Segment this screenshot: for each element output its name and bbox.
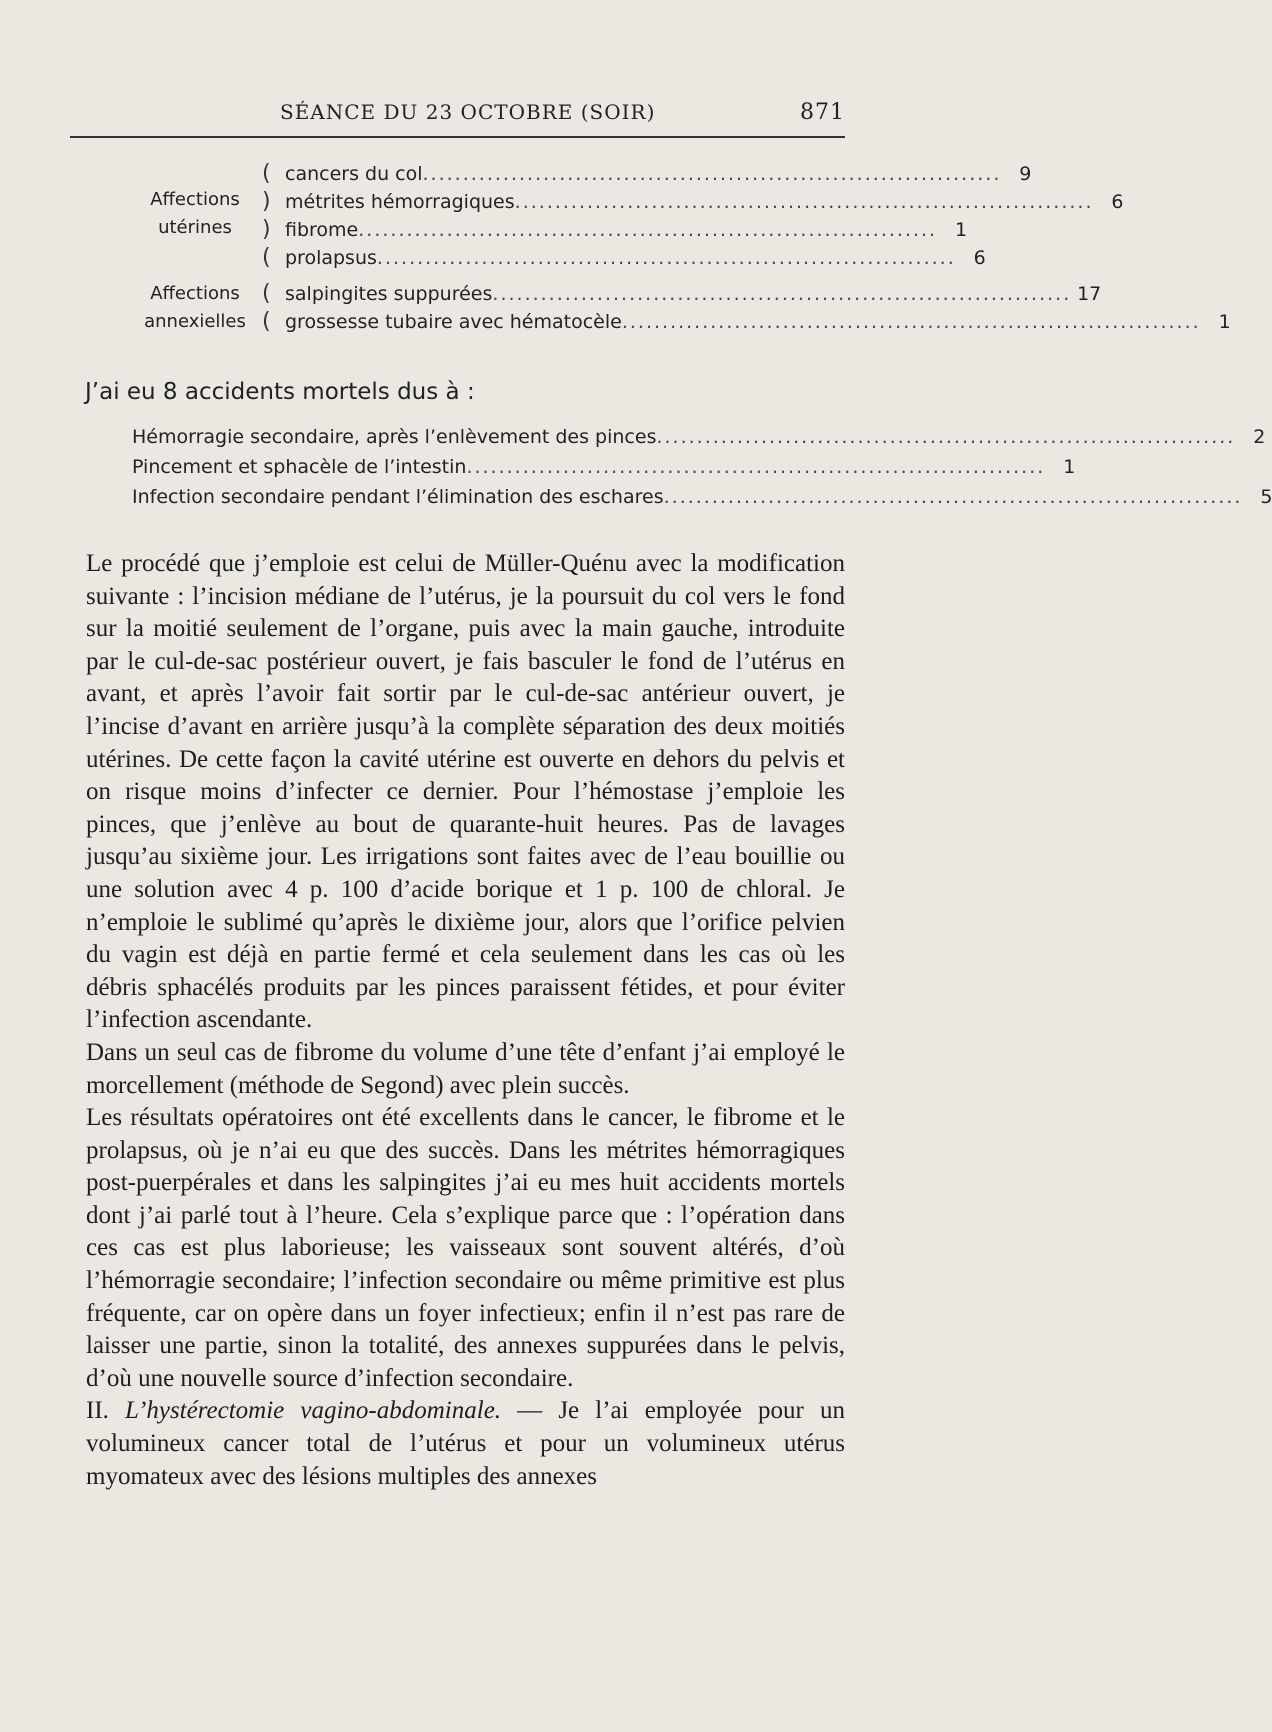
list-item: Infection secondaire pendant l’élimination des eschares ........................................................................ 5 <box>132 486 1272 508</box>
accidents-intro: J’ai eu 8 accidents mortels dus à : <box>85 379 475 405</box>
table-row: métrites hémorragiques ........................................................................ 6 <box>285 191 1124 213</box>
table-row: salpingites suppurées ........................................................................ 17 <box>285 283 1102 305</box>
paragraph-text: — Je l’ai employée pour un volumineux cancer total de l’utérus et pour un volumineux utérus myomateux avec des lésions multiples des annexes <box>86 1397 845 1490</box>
list-item: Hémorragie secondaire, après l’enlèvement des pinces ........................................................................ 2 <box>132 426 1266 448</box>
brace-icon: ( <box>262 309 271 334</box>
header-rule <box>70 136 845 138</box>
group-label-line1: Affections <box>150 189 240 210</box>
group-label-line2: utérines <box>158 217 232 238</box>
paragraph <box>86 1395 845 1493</box>
table-row: grossesse tubaire avec hématocèle ........................................................................ 1 <box>285 311 1231 333</box>
table-row: prolapsus ........................................................................ 6 <box>285 247 986 269</box>
paragraph: Le procédé que j’emploie est celui de Müller-Quénu avec la modification suivante : l’incision médiane de l’utérus, je la poursuit du col vers le fond sur la moitié seulement de l’organe, puis avec la main gauche, introduite par le cul-de-sac postérieur ouvert, je fais basculer le fond de l’utérus en avant, et après l’avoir fait sortir par le cul-de-sac antérieur ouvert, je l’incise d’avant en arrière jusqu’à la complète séparation des deux moitiés utérines. De cette façon la cavité utérine est ouverte en dehors du pelvis et on risque moins d’infecter ce dernier. Pour l’hémostase j’emploie les pinces, que j’enlève au bout de quarante-huit heures. Pas de lavages jusqu’au sixième jour. Les irrigations sont faites avec de l’eau bouillie ou une solution avec 4 p. 100 d’acide borique et 1 p. 100 de chloral. Je n’emploie le sublimé qu’après le dixième jour, alors que l’orifice pelvien du vagin est déjà en partie fermé et cela seulement dans les cas où les débris sphacélés produits par les pinces paraissent fétides, et pour éviter l’infection ascendante. <box>86 550 845 1034</box>
paragraph: Les résultats opératoires ont été excellents dans le cancer, le fibrome et le prolapsus, où je n’ai eu que des succès. Dans les métrites hémorragiques post-puerpérales et dans les salpingites j’ai eu mes huit accidents mortels dont j’ai parlé tout à l’heure. Cela s’explique parce que : l’opération dans ces cas est plus laborieuse; les vaisseaux sont souvent altérés, d’où l’hémorragie secondaire; l’infection secondaire ou même primitive est plus fréquente, car on opère dans un foyer infectieux; enfin il n’est pas rare de laisser une partie, sinon la totalité, des annexes suppurées dans le pelvis, d’où une nouvelle source d’infection secondaire. <box>86 1104 845 1392</box>
brace-icon: ( <box>262 245 271 270</box>
running-header <box>70 96 845 128</box>
paragraph: Dans un seul cas de fibrome du volume d’une tête d’enfant j’ai employé le morcellement (méthode de Segond) avec plein succès. <box>86 1038 845 1099</box>
section-title: L’hystérectomie vagino-abdominale. <box>125 1397 502 1425</box>
brace-icon: ) <box>262 189 271 214</box>
list-item: Pincement et sphacèle de l’intestin ........................................................................ 1 <box>132 456 1076 478</box>
section-number: II. <box>86 1397 109 1425</box>
body-text <box>86 548 845 1493</box>
group-label-line1: Affections <box>150 283 240 304</box>
brace-icon: ( <box>262 281 271 306</box>
brace-icon: ( <box>262 161 271 186</box>
page-number: 871 <box>800 100 845 125</box>
table-row: fibrome ........................................................................ 1 <box>285 219 968 241</box>
group-label-line2: annexielles <box>144 311 246 332</box>
table-row: cancers du col ........................................................................ 9 <box>285 163 1032 185</box>
header-title: SÉANCE DU 23 OCTOBRE (SOIR) <box>280 100 656 124</box>
brace-icon: ) <box>262 217 271 242</box>
